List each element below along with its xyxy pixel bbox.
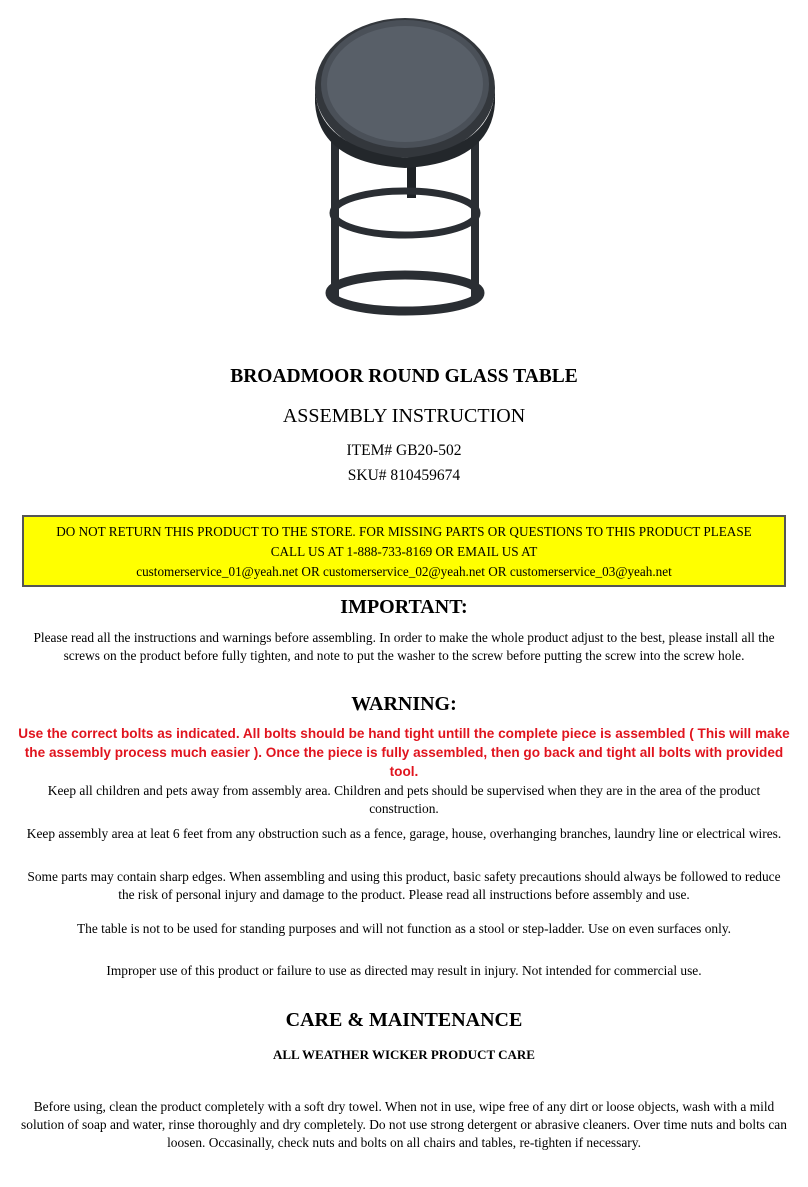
important-heading: IMPORTANT:: [340, 596, 468, 618]
warning-children-text: Keep all children and pets away from assembly area. Children and pets should be supervised when they are in the area of the product construction.: [47, 783, 761, 816]
warning-standing-text: The table is not to be used for standing purposes and will not function as a stool or step-ladder. Use on even surfaces only.: [76, 921, 731, 936]
warning-bolts-text: Use the correct bolts as indicated. All bolts should be hand tight untill the complete piece is assembled ( This will make the assembly process much easier ). Once the piece is fully assembled, then go back and tight all bolts with provided tool.: [18, 726, 790, 779]
important-text: Please read all the instructions and warnings before assembling. In order to make the whole product adjust to the best, please install all the screws on the product before fully tighten, and note to put the washer to the screw before putting the screw into the screw hole.: [33, 630, 775, 663]
care-text: Before using, clean the product completely with a soft dry towel. When not in use, wipe free of any dirt or loose objects, wash with a mild solution of soap and water, rinse thoroughly and dry completely. Do not use strong detergent or abrasive cleaners. Over time nuts and bolts can loosen. Occasinally, check nuts and bolts on all chairs and tables, re-tighten if necessary.: [21, 1099, 787, 1150]
customer-service-notice: [22, 515, 786, 587]
warning-edges-text: Some parts may contain sharp edges. When assembling and using this product, basic safety precautions should always be followed to reduce the risk of personal injury and damage to the product. Please read all instructions before assembly and use.: [27, 869, 781, 902]
product-image: [295, 8, 515, 328]
document-title: BROADMOOR ROUND GLASS TABLE: [230, 366, 578, 387]
document-subtitle: ASSEMBLY INSTRUCTION: [282, 405, 526, 427]
table-illustration: [315, 18, 495, 311]
care-heading: CARE & MAINTENANCE: [285, 1009, 523, 1031]
warning-heading: WARNING:: [351, 693, 457, 715]
warning-area-text: Keep assembly area at leat 6 feet from any obstruction such as a fence, garage, house, overhanging branches, laundry line or electrical wires.: [26, 826, 782, 841]
notice-line: CALL US AT 1-888-733-8169 OR EMAIL US AT: [270, 544, 538, 559]
warning-misuse-text: Improper use of this product or failure to use as directed may result in injury. Not intended for commercial use.: [106, 963, 702, 978]
notice-line: DO NOT RETURN THIS PRODUCT TO THE STORE. FOR MISSING PARTS OR QUESTIONS TO THIS PRODUCT PLEASE: [56, 524, 752, 539]
care-subheading: ALL WEATHER WICKER PRODUCT CARE: [273, 1047, 535, 1062]
sku-number: SKU# 810459674: [347, 467, 461, 484]
item-number: ITEM# GB20-502: [346, 442, 462, 459]
notice-emails: customerservice_01@yeah.net OR customerservice_02@yeah.net OR customerservice_03@yeah.net: [136, 564, 672, 579]
